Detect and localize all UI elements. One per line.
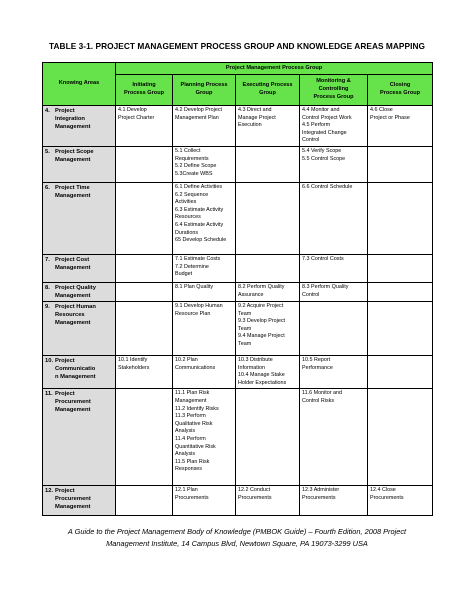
area-number: 12. (45, 488, 54, 495)
area-name: Project Integration Management (55, 108, 91, 130)
process-text: 11.5 Plan Risk (175, 458, 210, 465)
process-cell (236, 147, 300, 183)
process-text: 4.3 Direct and (238, 107, 272, 113)
area-name: Project Scope Management (55, 149, 94, 163)
process-cell (368, 302, 433, 356)
process-text: 11.4 Perform (175, 435, 206, 442)
process-text: 10.1 Identify (118, 357, 148, 363)
process-text: 11.3 Perform (175, 413, 206, 420)
table-row (43, 389, 433, 486)
knowledge-area-cell (43, 389, 116, 486)
process-text: 9.3 Develop Project (238, 318, 286, 325)
process-text: Team (238, 310, 252, 317)
process-text: 6.4 Estimate Activity (175, 221, 224, 228)
process-text: Team (238, 325, 252, 332)
area-number: 8. (45, 285, 50, 291)
process-text: Execution (238, 122, 262, 129)
process-text: 9.1 Develop Human (175, 303, 223, 309)
process-cell (116, 389, 173, 486)
table-row (43, 147, 433, 183)
process-text: 4.5 Perform (302, 122, 331, 129)
process-cell (300, 302, 368, 356)
column-header: Initiating Process Group (116, 75, 173, 106)
process-cell (116, 302, 173, 356)
process-cell (300, 486, 368, 516)
knowledge-area-cell (43, 283, 116, 302)
process-text: 6.2 Sequence (175, 191, 209, 198)
process-text: Manage Project (238, 114, 276, 121)
table-row (43, 356, 433, 389)
area-number: 10. (45, 358, 54, 364)
process-cell (236, 486, 300, 516)
process-text: Budget (175, 271, 193, 278)
process-text: Control (302, 291, 320, 298)
process-text: Management Plan (175, 114, 219, 121)
knowing-areas-header: Knowing Areas (43, 63, 116, 106)
process-text: 6.6 Control Schedule (302, 184, 353, 190)
process-text: 10.5 Report (302, 357, 331, 363)
process-text: Management (175, 397, 207, 404)
process-text: 12.1 Plan (175, 487, 198, 494)
knowledge-area-cell (43, 255, 116, 283)
process-text: Quantitative Risk (175, 443, 216, 450)
process-text: 7.1 Estimate Costs (175, 256, 221, 262)
process-cell (236, 183, 300, 255)
process-cell (173, 255, 236, 283)
area-name: Project Cost Management (55, 257, 91, 271)
process-text: 11.6 Monitor and (302, 390, 343, 397)
process-text: 12.2 Conduct (238, 487, 271, 494)
table-row (43, 183, 433, 255)
process-text: Analysis (175, 428, 196, 435)
process-text: 9.2 Acquire Project (238, 303, 284, 309)
process-cell (368, 183, 433, 255)
process-cell (300, 183, 368, 255)
area-number: 6. (45, 185, 50, 191)
process-text: 4.4 Monitor and (302, 107, 340, 113)
process-text: 4.2 Develop Project (175, 107, 223, 113)
process-group-header: Project Management Process Group (116, 63, 433, 75)
area-number: 5. (45, 149, 50, 155)
process-cell (116, 486, 173, 516)
process-text: Procurements (370, 494, 404, 501)
knowledge-area-cell (43, 106, 116, 147)
process-text: 10.3 Distribute (238, 357, 273, 363)
process-text: 5.5 Control Scope (302, 155, 346, 162)
knowledge-area-cell (43, 356, 116, 389)
process-text: Team (238, 340, 252, 347)
process-cell (236, 389, 300, 486)
process-text: 4.6 Close (370, 107, 393, 113)
process-text: 7.2 Determine (175, 263, 209, 270)
area-number: 9. (45, 304, 50, 310)
table-row (43, 283, 433, 302)
process-text: 6.1 Define Activities (175, 184, 223, 190)
process-text: Control Risks (302, 397, 335, 404)
area-number: 11. (45, 391, 53, 398)
table-row (43, 106, 433, 147)
process-text: Project or Phase (370, 114, 410, 121)
process-text: 5.2 Define Scope (175, 163, 217, 170)
process-cell (368, 389, 433, 486)
process-cell (368, 486, 433, 516)
process-cell (300, 389, 368, 486)
process-cell (116, 106, 173, 147)
page-title: TABLE 3-1. PROJECT MANAGEMENT PROCESS GROUP AND KNOWLEDGE AREAS MAPPING (48, 41, 426, 51)
process-text: 12.3 Administer (302, 487, 340, 494)
knowledge-area-cell (43, 183, 116, 255)
process-cell (236, 356, 300, 389)
process-cell (173, 147, 236, 183)
process-text: 5.1 Collect (175, 148, 201, 154)
process-text: Information (238, 364, 265, 371)
process-cell (236, 255, 300, 283)
process-text: Qualitative Risk (175, 420, 213, 427)
process-cell (116, 147, 173, 183)
process-cell (173, 486, 236, 516)
column-header: Executing Process Group (236, 75, 300, 106)
area-name: Project Procurement Management (55, 488, 91, 511)
process-text: Resource Plan (175, 310, 211, 317)
process-text: Control Project Work (302, 114, 352, 121)
process-cell (116, 183, 173, 255)
process-text: Control (302, 137, 320, 144)
process-text: Communications (175, 364, 216, 371)
area-name: Project Communicatio n Management (55, 358, 96, 380)
process-cell (116, 356, 173, 389)
knowledge-area-cell (43, 147, 116, 183)
process-text: 8.1 Plan Quality (175, 284, 214, 290)
area-number: 4. (45, 108, 50, 114)
process-cell (300, 106, 368, 147)
knowledge-area-cell (43, 302, 116, 356)
process-text: Activities (175, 199, 197, 206)
process-text: Responses (175, 466, 202, 473)
process-cell (173, 106, 236, 147)
process-text: Stakeholders (118, 364, 150, 371)
process-text: Procurements (238, 494, 272, 501)
column-header: Closing Process Group (368, 75, 433, 106)
process-text: 65 Develop Schedule (175, 237, 227, 244)
process-cell (116, 283, 173, 302)
process-text: 8.2 Perform Quality (238, 284, 285, 290)
table-row (43, 302, 433, 356)
column-header: Monitoring & Controlling Process Group (300, 75, 368, 106)
citation-line-2: Management Institute, 14 Campus Blvd, Newtown Square, PA 19073-3299 USA (106, 539, 368, 548)
area-name: Project Human Resources Management (55, 304, 96, 326)
process-cell (300, 255, 368, 283)
area-number: 7. (45, 257, 50, 263)
process-text: 5.3Create WBS (175, 170, 213, 177)
process-text: Procurements (175, 494, 209, 501)
process-cell (368, 283, 433, 302)
process-cell (300, 147, 368, 183)
process-text: Resources (175, 214, 201, 221)
process-text: 7.3 Control Costs (302, 256, 344, 262)
process-text: Integrated Change (302, 129, 347, 136)
process-text: 4.1 Develop (118, 107, 147, 113)
process-text: 9.4 Manage Project (238, 333, 285, 340)
process-text: Requirements (175, 155, 209, 162)
process-cell (368, 255, 433, 283)
process-text: Project Charter (118, 114, 155, 121)
process-text: 12.4 Close (370, 487, 396, 494)
mapping-table (42, 62, 433, 516)
process-text: 11.2 Identify Risks (175, 405, 219, 412)
process-cell (236, 106, 300, 147)
process-text: Durations (175, 229, 199, 236)
process-cell (173, 183, 236, 255)
process-text: 8.3 Perform Quality (302, 284, 349, 290)
process-text: Analysis (175, 451, 196, 458)
area-name: Project Quality Management (55, 285, 96, 299)
process-cell (116, 255, 173, 283)
process-text: Holder Expectations (238, 379, 287, 386)
process-cell (368, 147, 433, 183)
process-text: 10.2 Plan (175, 357, 198, 363)
column-header: Planning Process Group (173, 75, 236, 106)
source-citation (0, 526, 474, 550)
area-name: Project Procurement Management (55, 391, 91, 414)
process-text: 10.4 Manage Stake (238, 372, 285, 379)
knowledge-area-cell (43, 486, 116, 516)
process-text: 6.3 Estimate Activity (175, 206, 224, 213)
process-cell (173, 283, 236, 302)
process-cell (300, 283, 368, 302)
area-name: Project Time Management (55, 185, 91, 199)
process-cell (173, 389, 236, 486)
process-text: 11.1 Plan Risk (175, 390, 210, 397)
process-cell (173, 356, 236, 389)
process-cell (368, 356, 433, 389)
table-row (43, 255, 433, 283)
process-text: Assurance (238, 291, 264, 298)
table-row (43, 486, 433, 516)
citation-line-1: A Guide to the Project Management Body of Knowledge (PMBOK Guide) – Fourth Edition, 2008 Project (67, 527, 407, 536)
process-text: Performance (302, 364, 333, 371)
process-cell (236, 283, 300, 302)
process-cell (300, 356, 368, 389)
process-text: 5.4 Verify Scope (302, 148, 342, 154)
process-cell (173, 302, 236, 356)
process-text: Procurements (302, 494, 336, 501)
process-cell (368, 106, 433, 147)
process-cell (236, 302, 300, 356)
